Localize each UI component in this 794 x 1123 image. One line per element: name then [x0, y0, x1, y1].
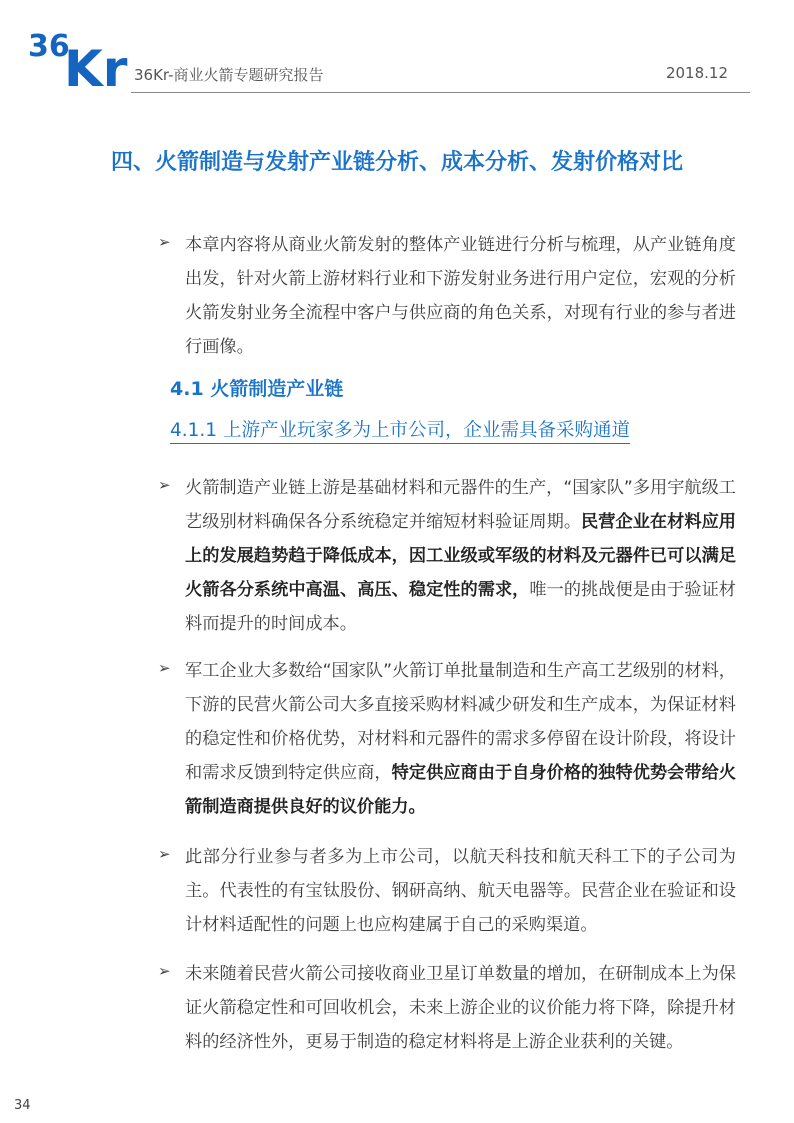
paragraph-2-text: 军工企业大多数给“国家队”火箭订单批量制造和生产高工艺级别的材料，下游的民营火箭公司大多直接采购材料减少研发和生产成本，为保证材料的稳定性和价格优势，对材料和元器件的需求多停留在设计阶段，将设计和需求反馈到特定供应商， — [185, 661, 736, 783]
list-item — [158, 840, 736, 942]
section-heading-4-1: 4.1 火箭制造产业链 — [170, 378, 344, 400]
list-item — [158, 471, 736, 641]
document-title: 36Kr-商业火箭专题研究报告 — [134, 66, 324, 84]
list-item — [158, 957, 736, 1059]
paragraph-1-tail: 唯一的挑战便是由于验证材料而提升的时间成本。 — [185, 580, 736, 634]
chapter-title: 四、火箭制造与发射产业链分析、成本分析、发射价格对比 — [111, 150, 684, 175]
bullet-arrow-icon: ➢ — [158, 233, 171, 251]
paragraph-4: 未来随着民营火箭公司接收商业卫星订单数量的增加，在研制成本上为保证火箭稳定性和可回收机会，未来上游企业的议价能力将下降，除提升材料的经济性外，更易于制造的稳定材料将是上游企业获利的关键。 — [185, 964, 736, 1052]
subsection-heading-4-1-1: 4.1.1 上游产业玩家多为上市公司，企业需具备采购通道 — [170, 416, 630, 444]
paragraph-1-bold: 民营企业在材料应用上的发展趋势趋于降低成本，因工业级或军级的材料及元器件已可以满足火箭各分系统中高温、高压、稳定性的需求， — [185, 512, 736, 600]
bullet-arrow-icon: ➢ — [158, 845, 171, 863]
document-date: 2018.12 — [665, 64, 728, 82]
bullet-arrow-icon: ➢ — [158, 962, 171, 980]
bullet-arrow-icon: ➢ — [158, 659, 171, 677]
intro-paragraph: 本章内容将从商业火箭发射的整体产业链进行分析与梳理，从产业链角度出发，针对火箭上游材料行业和下游发射业务进行用户定位，宏观的分析火箭发射业务全流程中客户与供应商的角色关系，对现有行业的参与者进行画像。 — [185, 235, 736, 357]
paragraph-1-text: 火箭制造产业链上游是基础材料和元器件的生产，“国家队”多用宇航级工艺级别材料确保各分系统稳定并缩短材料验证周期。 — [185, 478, 736, 532]
bullet-arrow-icon: ➢ — [158, 476, 171, 494]
paragraph-2 — [185, 654, 736, 824]
paragraph-3: 此部分行业参与者多为上市公司，以航天科技和航天科工下的子公司为主。代表性的有宝钛股份、钢研高纳、航天电器等。民营企业在验证和设计材料适配性的问题上也应构建属于自己的采购渠道。 — [185, 847, 736, 935]
list-item — [158, 654, 736, 824]
logo-36kr — [26, 28, 138, 90]
paragraph-1 — [185, 471, 736, 641]
paragraph-2-bold: 特定供应商由于自身价格的独特优势会带给火箭制造商提供良好的议价能力。 — [185, 763, 736, 817]
page-number: 34 — [14, 1098, 31, 1113]
intro-bullet-item — [158, 228, 736, 364]
svg-text:Kr: Kr — [64, 40, 128, 90]
svg-text:36: 36 — [28, 29, 70, 64]
header-divider — [131, 92, 750, 93]
